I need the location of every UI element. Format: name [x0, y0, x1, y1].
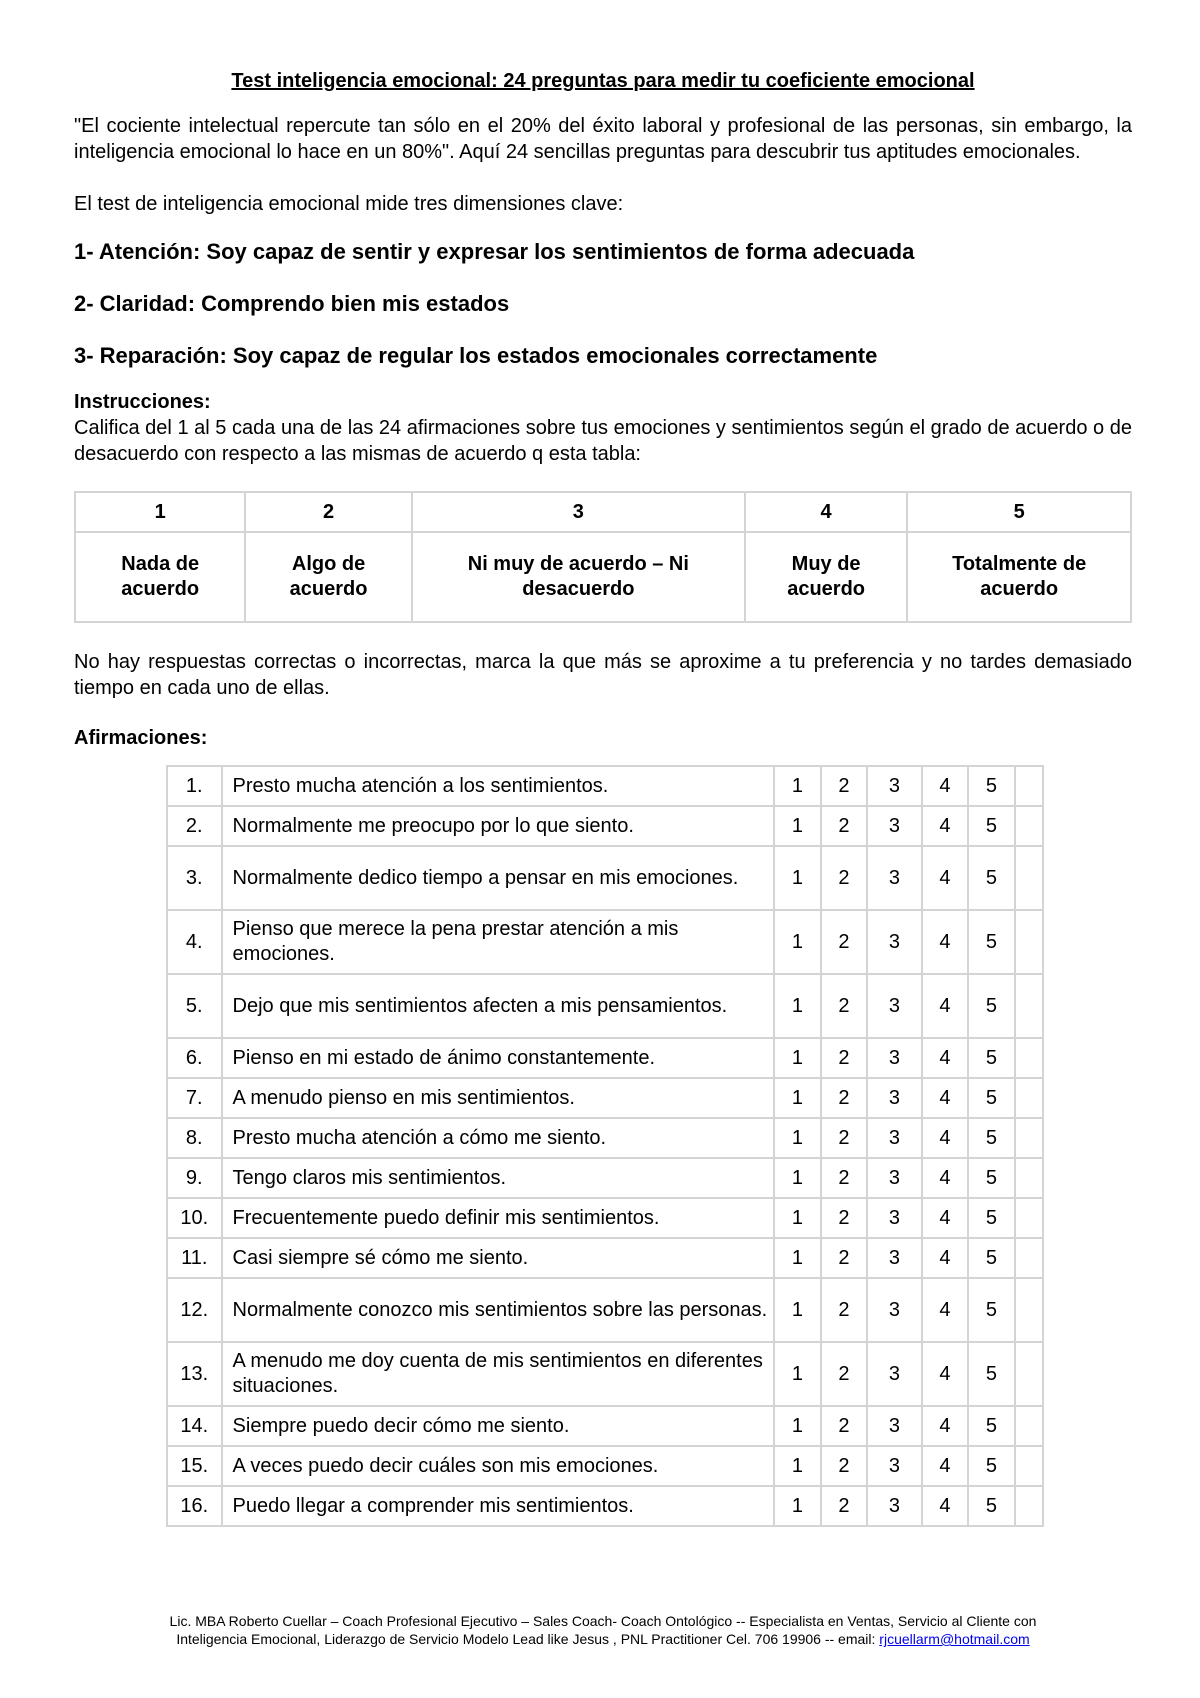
- scale-number: 5: [907, 492, 1131, 532]
- footer-line-1: Lic. MBA Roberto Cuellar – Coach Profesional Ejecutivo – Sales Coach- Coach Ontológico -- Especialista en Ventas, Servicio al Cliente con: [169, 1613, 1037, 1629]
- rating-option-1[interactable]: 1: [774, 1278, 820, 1342]
- rating-option-3[interactable]: 3: [867, 766, 922, 806]
- rating-option-1[interactable]: 1: [774, 1406, 820, 1446]
- rating-option-1[interactable]: 1: [774, 1078, 820, 1118]
- statement-number: 3.: [167, 846, 222, 910]
- rating-option-5[interactable]: 5: [968, 1078, 1014, 1118]
- rating-option-5[interactable]: 5: [968, 1118, 1014, 1158]
- scale-label: Ni muy de acuerdo – Ni desacuerdo: [412, 532, 745, 622]
- statement-number: 15.: [167, 1446, 222, 1486]
- rating-option-2[interactable]: 2: [821, 1238, 867, 1278]
- statement-text: Dejo que mis sentimientos afecten a mis pensamientos.: [222, 974, 775, 1038]
- statement-text: Tengo claros mis sentimientos.: [222, 1158, 775, 1198]
- rating-option-1[interactable]: 1: [774, 1486, 820, 1526]
- empty-cell: [1015, 1342, 1043, 1406]
- rating-option-2[interactable]: 2: [821, 1486, 867, 1526]
- rating-option-2[interactable]: 2: [821, 910, 867, 974]
- rating-option-3[interactable]: 3: [867, 1158, 922, 1198]
- statement-number: 8.: [167, 1118, 222, 1158]
- statement-text: Normalmente me preocupo por lo que siento.: [222, 806, 775, 846]
- rating-option-1[interactable]: 1: [774, 766, 820, 806]
- scale-label: Muy de acuerdo: [745, 532, 907, 622]
- statement-text: A menudo me doy cuenta de mis sentimientos en diferentes situaciones.: [222, 1342, 775, 1406]
- statement-row: [167, 910, 1043, 974]
- rating-option-5[interactable]: 5: [968, 974, 1014, 1038]
- statement-number: 6.: [167, 1038, 222, 1078]
- statement-text: Presto mucha atención a los sentimientos.: [222, 766, 775, 806]
- dimension-repair: 3- Reparación: Soy capaz de regular los estados emocionales correctamente: [74, 343, 878, 368]
- rating-option-1[interactable]: 1: [774, 1198, 820, 1238]
- instructions-heading: Instrucciones:: [74, 391, 211, 413]
- empty-cell: [1015, 1158, 1043, 1198]
- footer: [74, 1612, 1132, 1648]
- rating-option-4[interactable]: 4: [922, 1278, 968, 1342]
- rating-option-3[interactable]: 3: [867, 1342, 922, 1406]
- statements-table: [166, 765, 1044, 1527]
- scale-number: 3: [412, 492, 745, 532]
- rating-option-5[interactable]: 5: [968, 1158, 1014, 1198]
- statement-row: [167, 974, 1043, 1038]
- statement-number: 11.: [167, 1238, 222, 1278]
- rating-option-4[interactable]: 4: [922, 1406, 968, 1446]
- rating-option-3[interactable]: 3: [867, 910, 922, 974]
- statement-text: A menudo pienso en mis sentimientos.: [222, 1078, 775, 1118]
- rating-option-5[interactable]: 5: [968, 1446, 1014, 1486]
- empty-cell: [1015, 1118, 1043, 1158]
- rating-option-5[interactable]: 5: [968, 910, 1014, 974]
- rating-option-3[interactable]: 3: [867, 1446, 922, 1486]
- rating-option-3[interactable]: 3: [867, 1078, 922, 1118]
- rating-option-1[interactable]: 1: [774, 1038, 820, 1078]
- note-paragraph: No hay respuestas correctas o incorrectas, marca la que más se aproxime a tu preferencia y no tardes demasiado tiempo en cada uno de ellas.: [74, 651, 1132, 699]
- empty-cell: [1015, 1278, 1043, 1342]
- statement-text: Normalmente conozco mis sentimientos sobre las personas.: [222, 1278, 775, 1342]
- rating-option-3[interactable]: 3: [867, 1486, 922, 1526]
- statement-text: Frecuentemente puedo definir mis sentimientos.: [222, 1198, 775, 1238]
- rating-option-3[interactable]: 3: [867, 1406, 922, 1446]
- scale-number: 2: [245, 492, 411, 532]
- rating-option-1[interactable]: 1: [774, 1446, 820, 1486]
- empty-cell: [1015, 974, 1043, 1038]
- rating-option-4[interactable]: 4: [922, 806, 968, 846]
- statement-text: Pienso en mi estado de ánimo constantemente.: [222, 1038, 775, 1078]
- empty-cell: [1015, 1406, 1043, 1446]
- rating-option-2[interactable]: 2: [821, 1078, 867, 1118]
- rating-option-2[interactable]: 2: [821, 1038, 867, 1078]
- statement-row: [167, 1158, 1043, 1198]
- rating-option-2[interactable]: 2: [821, 1342, 867, 1406]
- statement-number: 9.: [167, 1158, 222, 1198]
- empty-cell: [1015, 1198, 1043, 1238]
- rating-option-1[interactable]: 1: [774, 1342, 820, 1406]
- rating-option-3[interactable]: 3: [867, 846, 922, 910]
- statement-text: Normalmente dedico tiempo a pensar en mis emociones.: [222, 846, 775, 910]
- rating-option-5[interactable]: 5: [968, 846, 1014, 910]
- statement-text: A veces puedo decir cuáles son mis emociones.: [222, 1446, 775, 1486]
- intro-paragraph: "El cociente intelectual repercute tan sólo en el 20% del éxito laboral y profesional de las personas, sin embargo, la inteligencia emocional lo hace en un 80%". Aquí 24 sencillas preguntas para descubrir tus aptitudes emocionales.: [74, 115, 1132, 163]
- statement-text: Puedo llegar a comprender mis sentimientos.: [222, 1486, 775, 1526]
- statement-row: [167, 1118, 1043, 1158]
- statement-row: [167, 766, 1043, 806]
- statement-row: [167, 1238, 1043, 1278]
- statement-number: 1.: [167, 766, 222, 806]
- rating-option-2[interactable]: 2: [821, 1198, 867, 1238]
- rating-option-1[interactable]: 1: [774, 1158, 820, 1198]
- statement-row: [167, 1198, 1043, 1238]
- rating-option-2[interactable]: 2: [821, 1406, 867, 1446]
- instructions-text: Califica del 1 al 5 cada una de las 24 afirmaciones sobre tus emociones y sentimientos según el grado de acuerdo o de desacuerdo con respecto a las mismas de acuerdo q esta tabla:: [74, 417, 1132, 465]
- empty-cell: [1015, 846, 1043, 910]
- footer-email-link[interactable]: rjcuellarm@hotmail.com: [879, 1631, 1030, 1647]
- statement-number: 2.: [167, 806, 222, 846]
- rating-option-4[interactable]: 4: [922, 1038, 968, 1078]
- rating-option-1[interactable]: 1: [774, 846, 820, 910]
- rating-option-3[interactable]: 3: [867, 1038, 922, 1078]
- empty-cell: [1015, 806, 1043, 846]
- rating-option-4[interactable]: 4: [922, 910, 968, 974]
- rating-option-5[interactable]: 5: [968, 766, 1014, 806]
- rating-option-5[interactable]: 5: [968, 1406, 1014, 1446]
- statement-text: Siempre puedo decir cómo me siento.: [222, 1406, 775, 1446]
- rating-option-4[interactable]: 4: [922, 1118, 968, 1158]
- statement-number: 16.: [167, 1486, 222, 1526]
- rating-option-3[interactable]: 3: [867, 1238, 922, 1278]
- rating-option-3[interactable]: 3: [867, 1278, 922, 1342]
- empty-cell: [1015, 910, 1043, 974]
- empty-cell: [1015, 1446, 1043, 1486]
- statement-number: 10.: [167, 1198, 222, 1238]
- rating-option-1[interactable]: 1: [774, 806, 820, 846]
- rating-option-4[interactable]: 4: [922, 1198, 968, 1238]
- rating-option-5[interactable]: 5: [968, 1342, 1014, 1406]
- statement-number: 4.: [167, 910, 222, 974]
- dimensions-intro: El test de inteligencia emocional mide tres dimensiones clave:: [74, 193, 624, 215]
- rating-option-1[interactable]: 1: [774, 974, 820, 1038]
- statement-row: [167, 1446, 1043, 1486]
- statement-text: Casi siempre sé cómo me siento.: [222, 1238, 775, 1278]
- rating-option-4[interactable]: 4: [922, 766, 968, 806]
- statement-row: [167, 1038, 1043, 1078]
- scale-label: Totalmente de acuerdo: [907, 532, 1131, 622]
- statement-row: [167, 1406, 1043, 1446]
- statement-number: 7.: [167, 1078, 222, 1118]
- statement-row: [167, 846, 1043, 910]
- rating-option-4[interactable]: 4: [922, 1486, 968, 1526]
- rating-option-4[interactable]: 4: [922, 1342, 968, 1406]
- rating-option-5[interactable]: 5: [968, 1198, 1014, 1238]
- dimension-attention: 1- Atención: Soy capaz de sentir y expresar los sentimientos de forma adecuada: [74, 239, 915, 264]
- rating-option-2[interactable]: 2: [821, 1158, 867, 1198]
- statement-text: Presto mucha atención a cómo me siento.: [222, 1118, 775, 1158]
- rating-option-3[interactable]: 3: [867, 974, 922, 1038]
- empty-cell: [1015, 1078, 1043, 1118]
- statement-row: [167, 1278, 1043, 1342]
- document-page: [74, 70, 1132, 1527]
- rating-option-2[interactable]: 2: [821, 974, 867, 1038]
- rating-option-4[interactable]: 4: [922, 1078, 968, 1118]
- statement-row: [167, 1486, 1043, 1526]
- statement-row: [167, 1342, 1043, 1406]
- statement-number: 13.: [167, 1342, 222, 1406]
- scale-number: 4: [745, 492, 907, 532]
- rating-option-3[interactable]: 3: [867, 1198, 922, 1238]
- rating-option-3[interactable]: 3: [867, 1118, 922, 1158]
- rating-option-5[interactable]: 5: [968, 1038, 1014, 1078]
- dimension-clarity: 2- Claridad: Comprendo bien mis estados: [74, 291, 510, 316]
- empty-cell: [1015, 1486, 1043, 1526]
- rating-option-2[interactable]: 2: [821, 846, 867, 910]
- statement-row: [167, 806, 1043, 846]
- rating-option-2[interactable]: 2: [821, 766, 867, 806]
- statement-number: 5.: [167, 974, 222, 1038]
- rating-option-5[interactable]: 5: [968, 806, 1014, 846]
- scale-number: 1: [75, 492, 245, 532]
- scale-label: Nada de acuerdo: [75, 532, 245, 622]
- statement-text: Pienso que merece la pena prestar atención a mis emociones.: [222, 910, 775, 974]
- rating-option-4[interactable]: 4: [922, 1446, 968, 1486]
- rating-option-4[interactable]: 4: [922, 846, 968, 910]
- document-title: Test inteligencia emocional: 24 preguntas para medir tu coeficiente emocional: [231, 70, 975, 92]
- rating-option-2[interactable]: 2: [821, 806, 867, 846]
- rating-scale-table: [74, 491, 1132, 623]
- empty-cell: [1015, 1238, 1043, 1278]
- rating-option-5[interactable]: 5: [968, 1278, 1014, 1342]
- rating-option-2[interactable]: 2: [821, 1446, 867, 1486]
- rating-option-5[interactable]: 5: [968, 1238, 1014, 1278]
- empty-cell: [1015, 1038, 1043, 1078]
- empty-cell: [1015, 766, 1043, 806]
- scale-label: Algo de acuerdo: [245, 532, 411, 622]
- rating-option-2[interactable]: 2: [821, 1118, 867, 1158]
- rating-option-4[interactable]: 4: [922, 974, 968, 1038]
- statements-heading: Afirmaciones:: [74, 727, 208, 749]
- footer-line-2: Inteligencia Emocional, Liderazgo de Servicio Modelo Lead like Jesus , PNL Practitioner Cel. 706 19906 -- email:: [176, 1631, 880, 1647]
- rating-option-4[interactable]: 4: [922, 1158, 968, 1198]
- statement-number: 14.: [167, 1406, 222, 1446]
- statement-row: [167, 1078, 1043, 1118]
- rating-option-1[interactable]: 1: [774, 1238, 820, 1278]
- rating-option-4[interactable]: 4: [922, 1238, 968, 1278]
- rating-option-1[interactable]: 1: [774, 910, 820, 974]
- rating-option-5[interactable]: 5: [968, 1486, 1014, 1526]
- rating-option-3[interactable]: 3: [867, 806, 922, 846]
- rating-option-2[interactable]: 2: [821, 1278, 867, 1342]
- rating-option-1[interactable]: 1: [774, 1118, 820, 1158]
- statement-number: 12.: [167, 1278, 222, 1342]
